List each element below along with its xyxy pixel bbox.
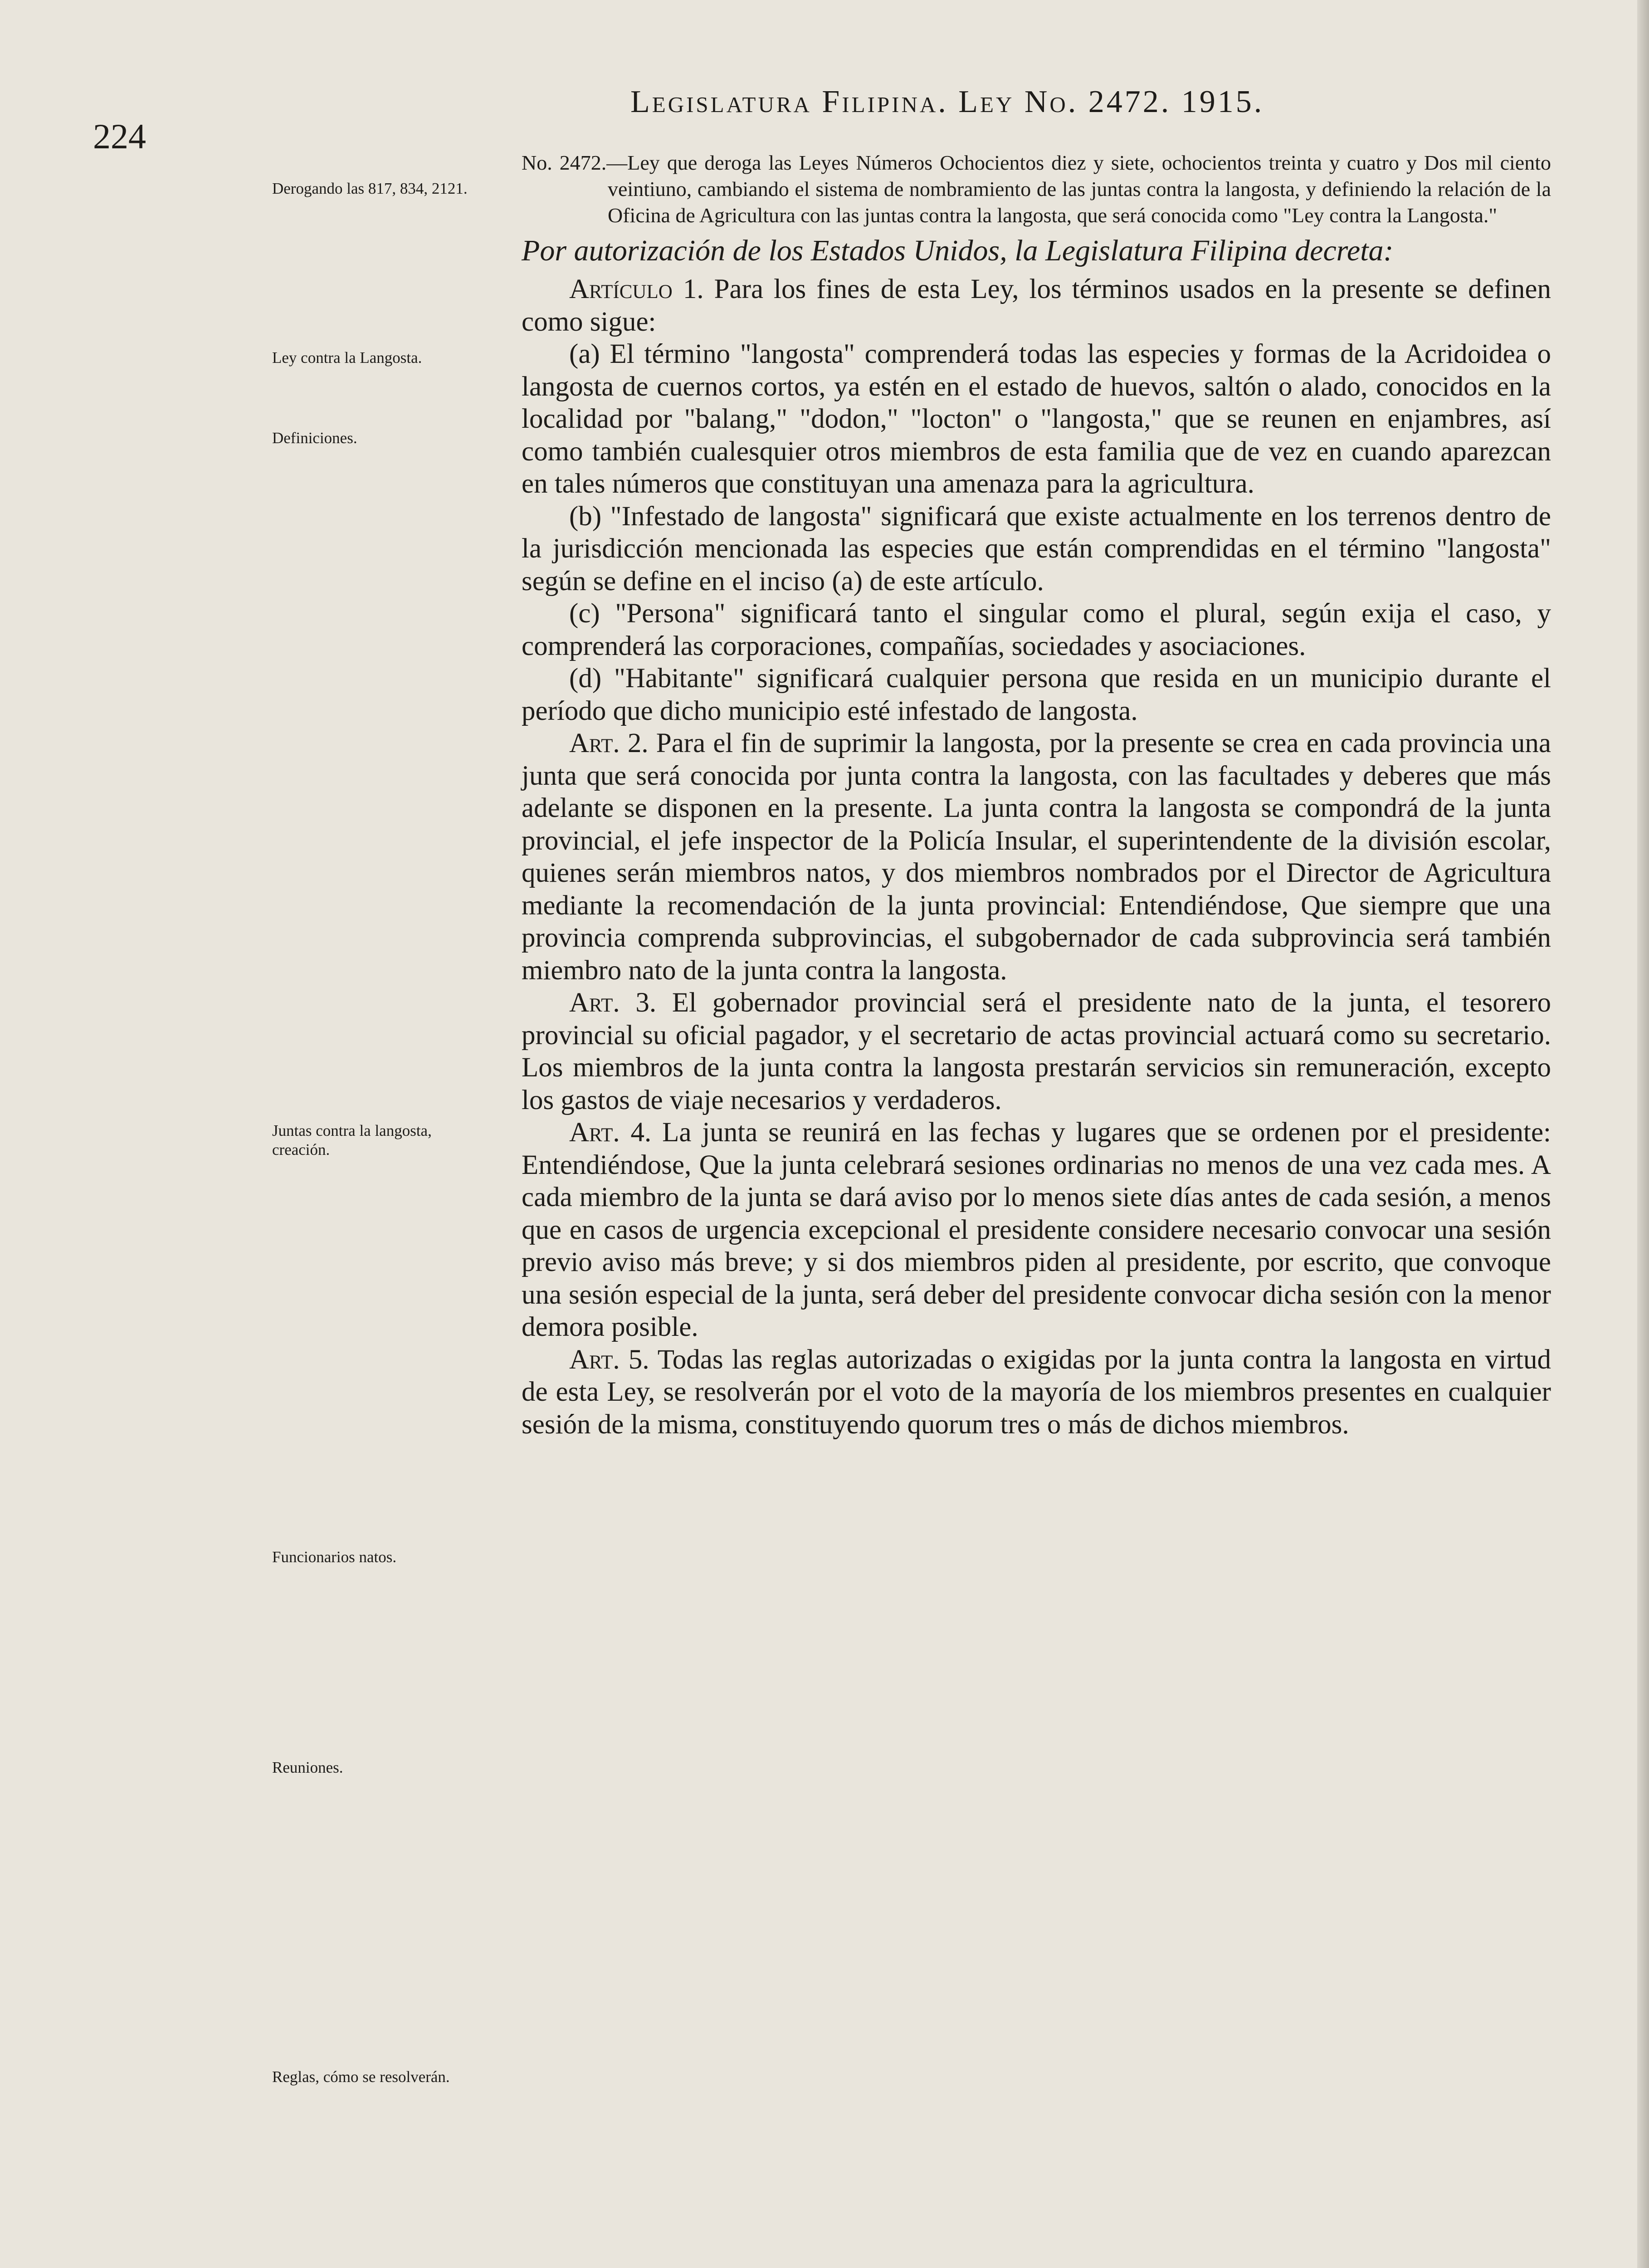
page-number: 224 — [93, 117, 146, 156]
margin-note-definitions: Definiciones. — [272, 429, 357, 447]
article-2 — [522, 727, 1551, 987]
clause-text: "Habitante" significará cualquier persona que resida en un municipio durante el período que dicho municipio esté infestado de langosta. — [522, 663, 1551, 726]
article-1 — [522, 273, 1551, 338]
definition-a — [522, 338, 1551, 500]
page-edge — [1637, 0, 1649, 2268]
definition-b — [522, 500, 1551, 598]
clause-label: (c) — [569, 598, 600, 629]
clause-text: "Infestado de langosta" significará que existe actualmente en los terrenos dentro de la jurisdicción mencionada las especies que están comprendidas en el término "langosta" según se define en el inciso (a) de este artículo. — [522, 501, 1551, 596]
clause-label: (b) — [569, 501, 602, 532]
running-head: Legislatura Filipina. Ley No. 2472. 1915. — [630, 84, 1264, 119]
article-5 — [522, 1344, 1551, 1441]
margin-note-derogation: Derogando las 817, 834, 2121. — [272, 180, 468, 197]
clause-label: (d) — [569, 663, 602, 694]
article-text: Para el fin de suprimir la langosta, por la presente se crea en cada provincia una junta que será conocida por junta contra la langosta, con las facultades y deberes que más adelante se disponen en la presente. La junta contra la langosta se compondrá de la junta provincial, el jefe inspector de la Policía Insular, el superintendente de la división escolar, quienes serán miembros natos, y dos miembros nombrados por el Director de Agricultura mediante la recomendación de la junta provincial: Entendiéndose, Que siempre que una provincia comprenda subprovincias, el subgobernador de cada subprovincia será también miembro nato de la junta contra la langosta. — [522, 728, 1551, 986]
article-text: Todas las reglas autorizadas o exigidas por la junta contra la langosta en virtud de esta Ley, se resolverán por el voto de la mayoría de los miembros presentes en cualquier sesión de la misma, constituyendo quorum tres o más de dichos miembros. — [522, 1344, 1551, 1440]
enacting-clause: Por autorización de los Estados Unidos, la Legislatura Filipina decreta: — [522, 234, 1394, 267]
article-label: Artículo 1. — [569, 274, 704, 304]
article-label: Art. 3. — [569, 987, 657, 1018]
article-4 — [522, 1116, 1551, 1344]
act-title: No. 2472.—Ley que deroga las Leyes Números Ochocientos diez y siete, ochocientos treinta y cuatro y Dos mil ciento veintiuno, cambiando el sistema de nombramiento de las juntas contra la langosta, y definiendo la relación de la Oficina de Agricultura con las juntas contra la langosta, que será conocida como "Ley contra la Langosta." — [522, 151, 1551, 227]
clause-text: El término "langosta" comprenderá todas las especies y formas de la Acridoidea o langosta de cuernos cortos, ya estén en el estado de huevos, saltón o alado, conocidos en la localidad por "balang," "dodon," "locton" o "langosta," que se reunen en enjambres, así como también cualesquier otros miembros de esta familia que de vez en cuando aparezcan en tales números que constituyan una amenaza para la agricultura. — [522, 339, 1551, 499]
article-text: Para los fines de esta Ley, los términos usados en la presente se definen como sigue: — [522, 274, 1551, 337]
clause-label: (a) — [569, 339, 600, 369]
margin-note-short-title: Ley contra la Langosta. — [272, 349, 422, 367]
margin-note-boards: Juntas contra la langosta, creación. — [272, 1122, 432, 1158]
definition-d — [522, 662, 1551, 727]
article-label: Art. 5. — [569, 1344, 649, 1375]
margin-note-meetings: Reuniones. — [272, 1759, 343, 1776]
margin-note-rules: Reglas, cómo se resolverán. — [272, 2068, 450, 2086]
article-text: El gobernador provincial será el presidente nato de la junta, el tesorero provincial su oficial pagador, y el secretario de actas provincial actuará como su secretario. Los miembros de la junta contra la langosta prestarán servicios sin remuneración, excepto los gastos de viaje necesarios y verdaderos. — [522, 987, 1551, 1115]
article-3 — [522, 987, 1551, 1116]
article-label: Art. 4. — [569, 1117, 652, 1148]
article-label: Art. 2. — [569, 728, 649, 758]
margin-note-officers: Funcionarios natos. — [272, 1548, 397, 1566]
law-text — [522, 150, 1551, 1441]
definition-c — [522, 597, 1551, 662]
article-text: La junta se reunirá en las fechas y lugares que se ordenen por el presidente: Entendiéndose, Que la junta celebrará sesiones ordinarias no menos de una vez cada mes. A cada miembro de la junta se dará aviso por lo menos siete días antes de cada sesión, a menos que en casos de urgencia excepcional el presidente considere necesario convocar una sesión previo aviso más breve; y si dos miembros piden al presidente, por escrito, que convoque una sesión especial de la junta, será deber del presidente convocar dicha sesión con la menor demora posible. — [522, 1117, 1551, 1342]
clause-text: "Persona" significará tanto el singular como el plural, según exija el caso, y comprenderá las corporaciones, compañías, sociedades y asociaciones. — [522, 598, 1551, 661]
